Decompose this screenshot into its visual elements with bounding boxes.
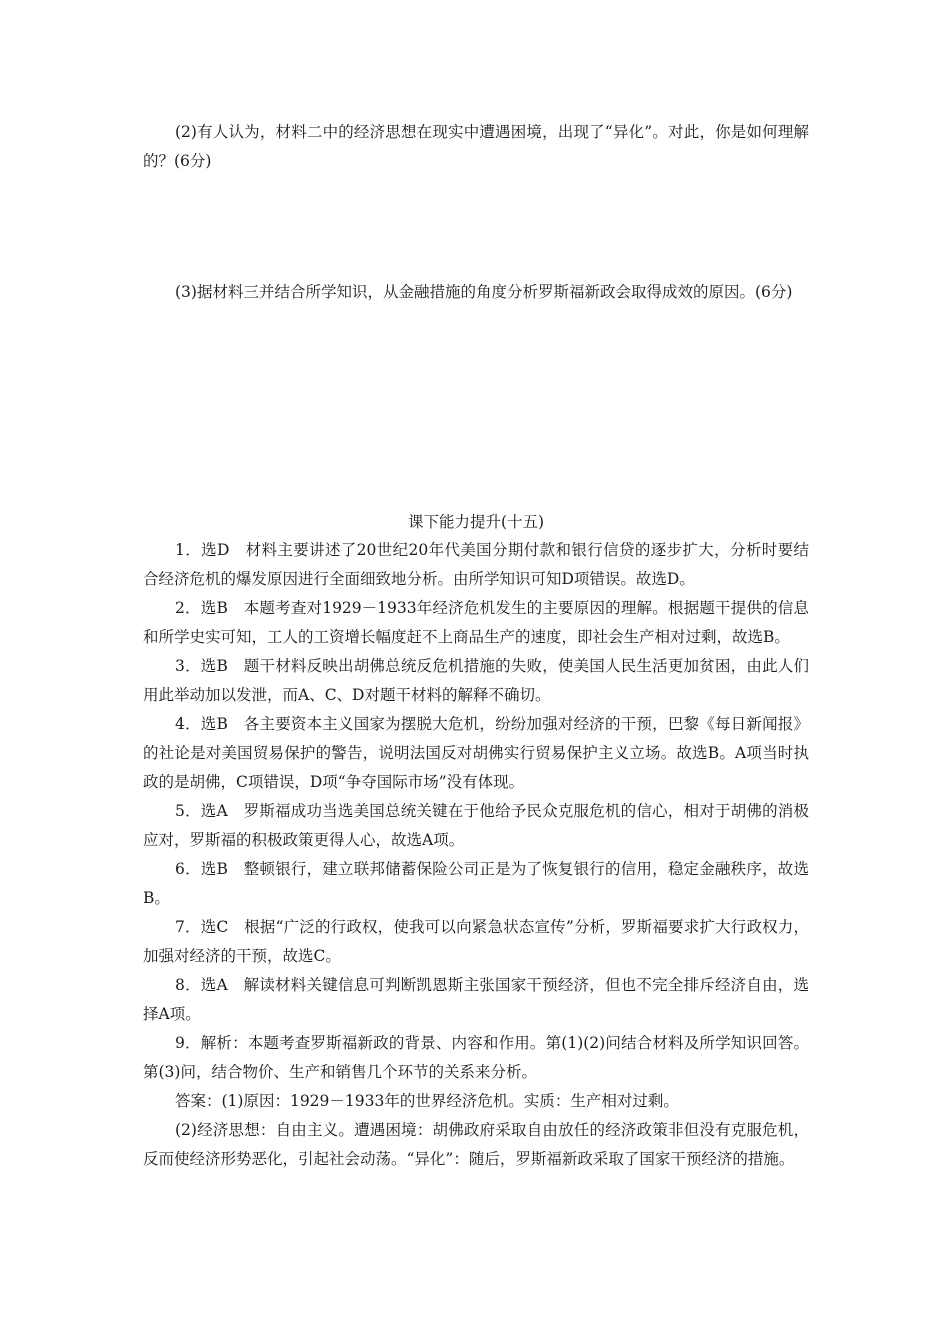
answer-key: 答案：(1)原因：1929－1933年的世界经济危机。实质：生产相对过剩。 — [175, 1092, 679, 1110]
answer-item: 5．选A 罗斯福成功当选美国总统关键在于他给予民众克服危机的信心，相对于胡佛的消极应对，罗斯福的积极政策更得人心，故选A项。 — [143, 802, 809, 849]
answer-item: 7．选C 根据“广泛的行政权，使我可以向紧急状态宣传”分析，罗斯福要求扩大行政权力，加强对经济的干预，故选C。 — [143, 918, 809, 965]
question-3-text: (3)据材料三并结合所学知识，从金融措施的角度分析罗斯福新政会取得成效的原因。(6分) — [175, 283, 793, 301]
answers-section-title: 课下能力提升(十五) — [407, 513, 545, 531]
answer-item: 8．选A 解读材料关键信息可判断凯恩斯主张国家干预经济，但也不完全排斥经济自由，选择A项。 — [143, 976, 809, 1023]
answer-key: (2)经济思想：自由主义。遭遇困境：胡佛政府采取自由放任的经济政策非但没有克服危机，反而使经济形势恶化，引起社会动荡。“异化”：随后，罗斯福新政采取了国家干预经济的措施。 — [143, 1121, 809, 1168]
answer-item: 2．选B 本题考查对1929－1933年经济危机发生的主要原因的理解。根据题干提供的信息和所学史实可知，工人的工资增长幅度赶不上商品生产的速度，即社会生产相对过剩，故选B。 — [143, 599, 809, 646]
question-2-text: (2)有人认为，材料二中的经济思想在现实中遭遇困境，出现了“异化”。对此，你是如何理解的？(6分) — [143, 123, 809, 170]
answer-item: 4．选B 各主要资本主义国家为摆脱大危机，纷纷加强对经济的干预，巴黎《每日新闻报》的社论是对美国贸易保护的警告，说明法国反对胡佛实行贸易保护主义立场。故选B。A项当时执政的是胡佛，C项错误，D项“争夺国际市场”没有体现。 — [143, 715, 809, 791]
question-2 — [143, 118, 809, 176]
answer-item: 1．选D 材料主要讲述了20世纪20年代美国分期付款和银行信贷的逐步扩大，分析时要结合经济危机的爆发原因进行全面细致地分析。由所学知识可知D项错误。故选D。 — [143, 541, 809, 588]
answer-item: 3．选B 题干材料反映出胡佛总统反危机措施的失败，使美国人民生活更加贫困，由此人们用此举动加以发泄，而A、C、D对题干材料的解释不确切。 — [143, 657, 809, 704]
answers-list — [143, 536, 809, 1174]
answer-item: 9．解析：本题考查罗斯福新政的背景、内容和作用。第(1)(2)问结合材料及所学知识回答。第(3)问，结合物价、生产和销售几个环节的关系来分析。 — [143, 1034, 809, 1081]
question-3 — [143, 278, 809, 307]
answer-item: 6．选B 整顿银行，建立联邦储蓄保险公司正是为了恢复银行的信用，稳定金融秩序，故选B。 — [143, 860, 809, 907]
